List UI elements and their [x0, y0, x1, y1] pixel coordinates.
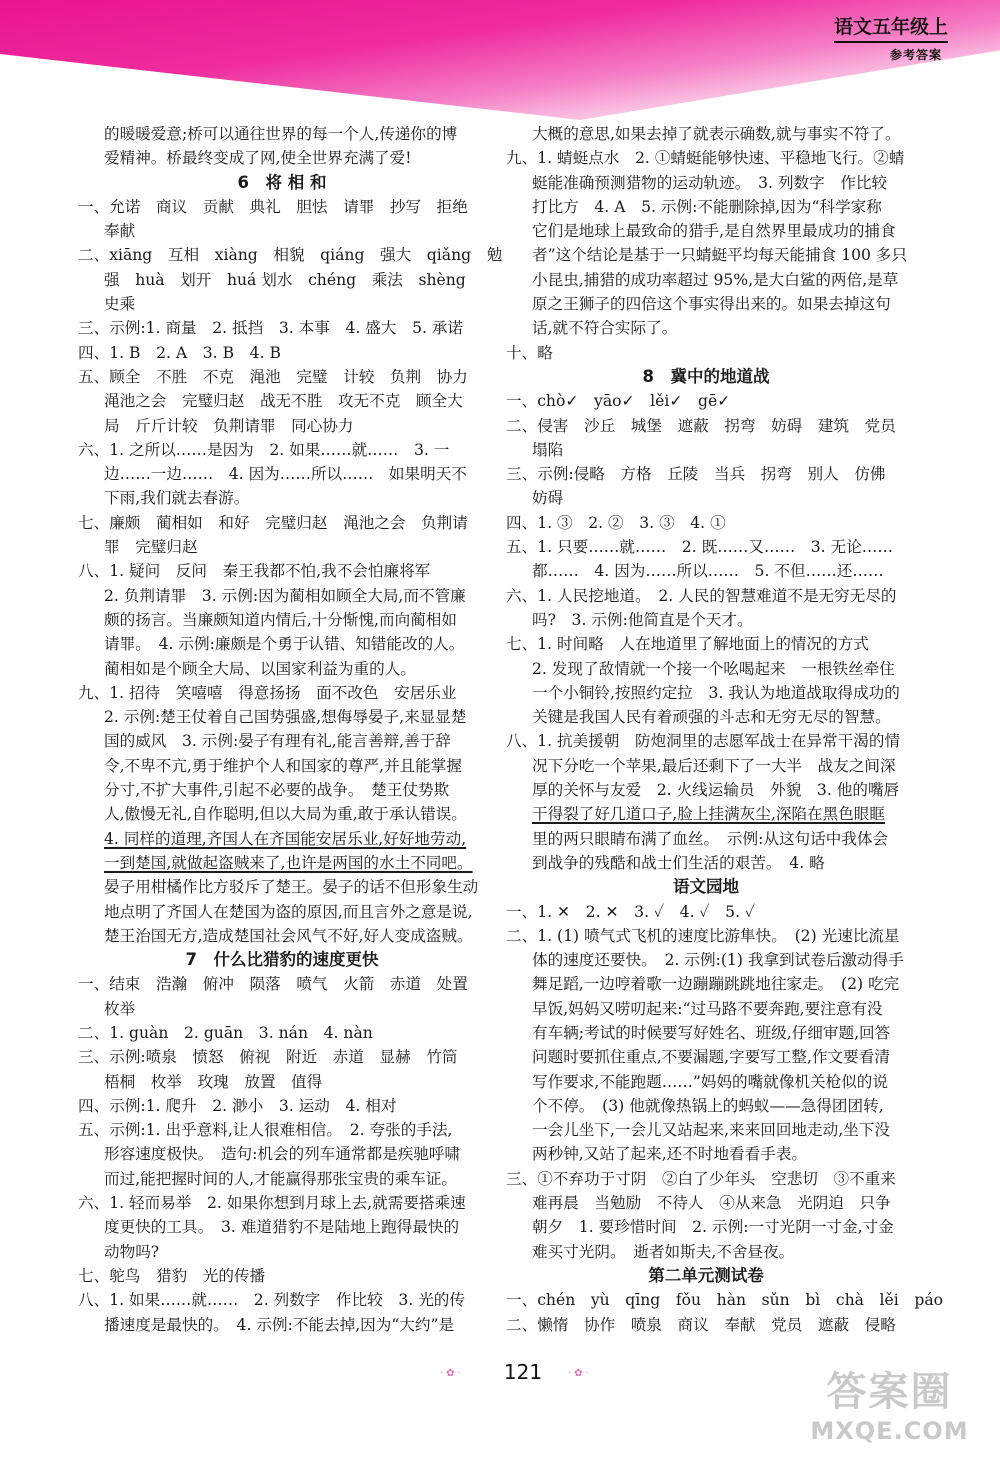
answer-line: 有车辆;考试的时候要写好姓名、班级,仔细审题,回答: [532, 1023, 891, 1042]
watermark-title: 答案圈: [826, 1369, 953, 1415]
answer-line: 形容速度极快。 造句:机会的列车通常都是疾驰呼啸: [104, 1145, 461, 1164]
answer-line: 厚的关怀与友爱 2. 火线运输员 外貌 3. 他的嘴唇: [532, 781, 900, 800]
answer-line: 妨碍: [532, 489, 564, 508]
answer-line: 一、chén yù qīng fǒu hàn sǔn bì chà lěi páo: [506, 1291, 944, 1310]
answer-line: 写作要求,不能跑题……”妈妈的嘴就像机关枪似的说: [532, 1072, 888, 1091]
page-decoration-left: ·✿·: [440, 1368, 464, 1379]
answer-line: 二、1. (1) 喷气式飞机的速度比游隼快。 (2) 光速比流星: [506, 926, 900, 945]
answer-line: 五、1. 只要……就…… 2. 既……又…… 3. 无论……: [506, 538, 893, 557]
answer-line: 局 斤斤计较 负荆请罪 同心协力: [104, 416, 354, 435]
page-number: 121: [503, 1360, 543, 1384]
answer-line: 干得裂了好几道口子,脸上挂满灰尘,深陷在黑色眼眶: [532, 805, 885, 824]
answer-line: 六、1. 人民挖地道。 2. 人民的智慧难道不是无穷无尽的: [506, 586, 897, 605]
answer-line: 2. 示例:楚王仗着自己国势强盛,想侮辱晏子,来显显楚: [104, 708, 467, 727]
answer-line: 三、示例:1. 商量 2. 抵挡 3. 本事 4. 盛大 5. 承诺: [78, 319, 464, 338]
answer-line: 塌陷: [532, 440, 564, 459]
answer-line: 九、1. 招待 笑嘻嘻 得意扬扬 面不改色 安居乐业: [78, 683, 457, 702]
watermark-logo: [797, 1368, 982, 1454]
answer-line: 八、1. 疑问 反问 秦王我都不怕,我不会怕廉将军: [78, 562, 431, 581]
answer-line: 渑池之会 完璧归赵 战无不胜 攻无不克 顾全大: [104, 392, 463, 411]
answer-line: 2. 发现了敌情就一个接一个吆喝起来 一根铁丝牵住: [532, 659, 895, 678]
answer-line: 一会儿坐下,一会儿又站起来,来来回回地走动,坐下没: [532, 1121, 890, 1140]
section-heading: 第二单元测试卷: [648, 1265, 764, 1285]
answer-line: 关键是我国人民有着顽强的斗志和无穷无尽的智慧。: [532, 708, 891, 727]
answer-line: 难再晨 当勉励 不待人 ④从来急 光阴迫 只争: [532, 1194, 891, 1213]
answer-line: 二、侵害 沙丘 城堡 遮蔽 拐弯 妨碍 建筑 党员: [506, 416, 896, 435]
book-subtitle: 参考答案: [889, 48, 942, 62]
answer-line: 枚举: [104, 999, 136, 1018]
answer-line: 一、结束 浩瀚 俯冲 陨落 喷气 火箭 赤道 处置: [78, 975, 468, 994]
answer-line: 的暖暖爱意;桥可以通往世界的每一个人,传递你的博: [104, 125, 458, 143]
answer-line: 吗? 3. 示例:他简直是个天才。: [532, 610, 753, 629]
answer-line: 问题时要抓住重点,不要漏题,字要写工整,作文要看清: [532, 1048, 890, 1067]
answer-line: 难买寸光阴。 逝者如斯夫,不舍昼夜。: [532, 1242, 795, 1261]
answer-line: 二、1. guàn 2. guān 3. nán 4. nàn: [78, 1023, 373, 1042]
answer-line: 一个小铜铃,按照约定拉 3. 我认为地道战取得成功的: [532, 683, 900, 702]
answer-line: 下雨,我们就去春游。: [104, 489, 250, 508]
answer-line: 2. 负荆请罪 3. 示例:因为蔺相如顾全大局,而不管廉: [104, 586, 466, 605]
answer-line: 爱精神。桥最终变成了网,使全世界充满了爱!: [104, 149, 412, 168]
answer-line: 强 huà 划开 huá 划水 chéng 乘法 shèng: [104, 270, 466, 289]
answer-line: 度更快的工具。 3. 难道猎豹不是陆地上跑得最快的: [104, 1218, 460, 1237]
answer-line: 五、顾全 不胜 不克 渑池 完璧 计较 负荆 协力: [78, 367, 468, 386]
answer-line: 晏子用柑橘作比方驳斥了楚王。晏子的话不但形象生动: [104, 878, 479, 897]
answer-line: 体的速度还要快。 2. 示例:(1) 我拿到试卷后激动得手: [532, 951, 904, 970]
answer-line: 一到楚国,就做起盗贼来了,也许是两国的水土不同吧。: [104, 853, 473, 872]
answer-line: 况下分吃一个苹果,最后还剩下了一大半 战友之间深: [532, 756, 896, 775]
answer-line: 一、chò✓ yāo✓ lěi✓ gē✓: [506, 392, 731, 411]
answer-line: 九、1. 蜻蜓点水 2. ①蜻蜓能够快速、平稳地飞行。②蜻: [506, 149, 905, 168]
answer-line: 二、懒惰 协作 喷泉 商议 奉献 党员 遮蔽 侵略: [506, 1315, 896, 1334]
answer-line: 蜓能准确预测猎物的运动轨迹。 3. 列数字 作比较: [532, 173, 888, 192]
answer-line: 打比方 4. A 5. 示例:不能删除掉,因为“科学家称: [532, 197, 882, 216]
section-heading: 8 冀中的地道战: [642, 366, 770, 386]
answer-line: 颇的扬言。当廉颇知道内情后,十分惭愧,而向蔺相如: [104, 610, 457, 629]
answer-line: 它们是地球上最致命的猎手,是自然界里最成功的捕食: [532, 222, 896, 241]
answer-line: 国的威风 3. 示例:晏子有理有礼,能言善辩,善于辞: [104, 732, 451, 751]
answer-line: 蔺相如是个顾全大局、以国家利益为重的人。: [104, 659, 416, 678]
answer-line: 舞足蹈,一边哼着歌一边蹦蹦跳跳地往家走。 (2) 吃完: [532, 975, 900, 994]
answer-line: 个不停。 (3) 他就像热锅上的蚂蚁——急得团团转,: [532, 1096, 884, 1115]
answer-line: 令,不卑不亢,勇于维护个人和国家的尊严,并且能掌握: [104, 756, 462, 775]
answer-line: 三、示例:侵略 方格 丘陵 当兵 拐弯 别人 仿佛: [506, 465, 886, 484]
answer-line: 人,傲慢无礼,自作聪明,但以大局为重,敢于承认错误。: [104, 805, 467, 824]
answer-line: 七、1. 时间略 人在地道里了解地面上的情况的方式: [506, 635, 869, 654]
answer-line: 大概的意思,如果去掉了就表示确数,就与事实不符了。: [532, 125, 901, 143]
watermark-url: MXQE.COM: [810, 1417, 969, 1445]
answer-line: 三、示例:喷泉 愤怒 俯视 附近 赤道 显赫 竹筒: [78, 1048, 458, 1067]
answer-line: 地点明了齐国人在楚国为盗的原因,而且言外之意是说,: [104, 902, 473, 921]
answer-line: 两秒钟,又站了起来,还不时地看看手表。: [532, 1145, 808, 1164]
book-title: 语文五年级上: [834, 12, 948, 43]
answer-line: 里的两只眼睛布满了血丝。 示例:从这句话中我体会: [532, 829, 889, 848]
answer-line: 都…… 4. 因为……所以…… 5. 不但……还……: [532, 562, 884, 581]
answer-line: 七、廉颇 蔺相如 和好 完璧归赵 渑池之会 负荆请: [78, 513, 468, 532]
answer-line: 八、1. 如果……就…… 2. 列数字 作比较 3. 光的传: [78, 1291, 465, 1310]
answer-line: 小昆虫,捕猎的成功率超过 95%,是大白鲨的两倍,是草: [532, 270, 899, 289]
section-heading: 6 将 相 和: [237, 172, 327, 192]
answer-line: 三、①不弃功于寸阴 ②白了少年头 空悲切 ③不重来: [506, 1169, 896, 1188]
answer-line: 到战争的残酷和战士们生活的艰苦。 4. 略: [532, 853, 825, 872]
answer-line: 楚王治国无方,造成楚国社会风气不好,好人变成盗贼。: [104, 926, 473, 945]
left-column: [78, 122, 503, 1337]
answer-line: 八、1. 抗美援朝 防炮洞里的志愿军战士在异常干渴的情: [506, 732, 901, 751]
right-column: [506, 122, 944, 1337]
page-decoration-right: ·✿·: [568, 1368, 592, 1379]
section-heading: 7 什么比猎豹的速度更快: [185, 950, 379, 970]
answer-line: 史乘: [104, 295, 136, 314]
answer-line: 梧桐 枚举 玫瑰 放置 值得: [104, 1072, 323, 1091]
answer-line: 六、1. 之所以……是因为 2. 如果……就…… 3. 一: [78, 440, 450, 459]
answer-line: 四、1. ③ 2. ② 3. ③ 4. ①: [506, 513, 726, 532]
answer-line: 者”这个结论是基于一只蜻蜓平均每天能捕食 100 多只: [532, 246, 908, 265]
answer-line: 原之王狮子的四倍这个事实得出来的。如果去掉这句: [532, 295, 891, 314]
answer-line: 奉献: [104, 222, 136, 241]
answer-line: 请罪。 4. 示例:廉颇是个勇于认错、知错能改的人。: [104, 635, 465, 654]
answer-line: 五、示例:1. 出乎意料,让人很难相信。 2. 夸张的手法,: [78, 1121, 453, 1140]
answer-line: 播速度是最快的。 4. 示例:不能去掉,因为“大约”是: [104, 1315, 455, 1334]
answer-line: 早饭,妈妈又唠叨起来:“过马路不要奔跑,要注意有没: [532, 999, 883, 1018]
answer-line: 朝夕 1. 要珍惜时间 2. 示例:一寸光阴一寸金,寸金: [532, 1218, 894, 1237]
answer-line: 十、略: [506, 343, 553, 362]
answer-line: 一、允诺 商议 贡献 典礼 胆怯 请罪 抄写 拒绝: [78, 197, 468, 216]
answer-line: 动物吗?: [104, 1242, 160, 1261]
answer-line: 4. 同样的道理,齐国人在齐国能安居乐业,好好地劳动,: [104, 829, 467, 848]
answer-line: 边……一边…… 4. 因为……所以…… 如果明天不: [104, 465, 467, 484]
answer-line: 四、示例:1. 爬升 2. 渺小 3. 运动 4. 相对: [78, 1096, 397, 1115]
answer-line: 罪 完璧归赵: [104, 538, 198, 557]
answer-line: 二、xiāng 互相 xiàng 相貌 qiáng 强大 qiǎng 勉: [78, 246, 503, 265]
answer-line: 分寸,不扩大事件,引起不必要的战争。 楚王仗势欺: [104, 781, 450, 800]
answer-line: 话,就不符合实际了。: [532, 319, 678, 338]
section-heading: 语文园地: [673, 877, 739, 897]
answer-line: 七、鸵鸟 猎豹 光的传播: [78, 1266, 266, 1285]
answer-line: 而过,能把握时间的人,才能赢得那张宝贵的乘车证。: [104, 1169, 457, 1188]
answer-line: 四、1. B 2. A 3. B 4. B: [78, 343, 281, 362]
answer-line: 六、1. 轻而易举 2. 如果你想到月球上去,就需要搭乘速: [78, 1194, 466, 1213]
answer-line: 一、1. ✕ 2. ✕ 3. ✓ 4. ✓ 5. ✓: [506, 902, 756, 921]
